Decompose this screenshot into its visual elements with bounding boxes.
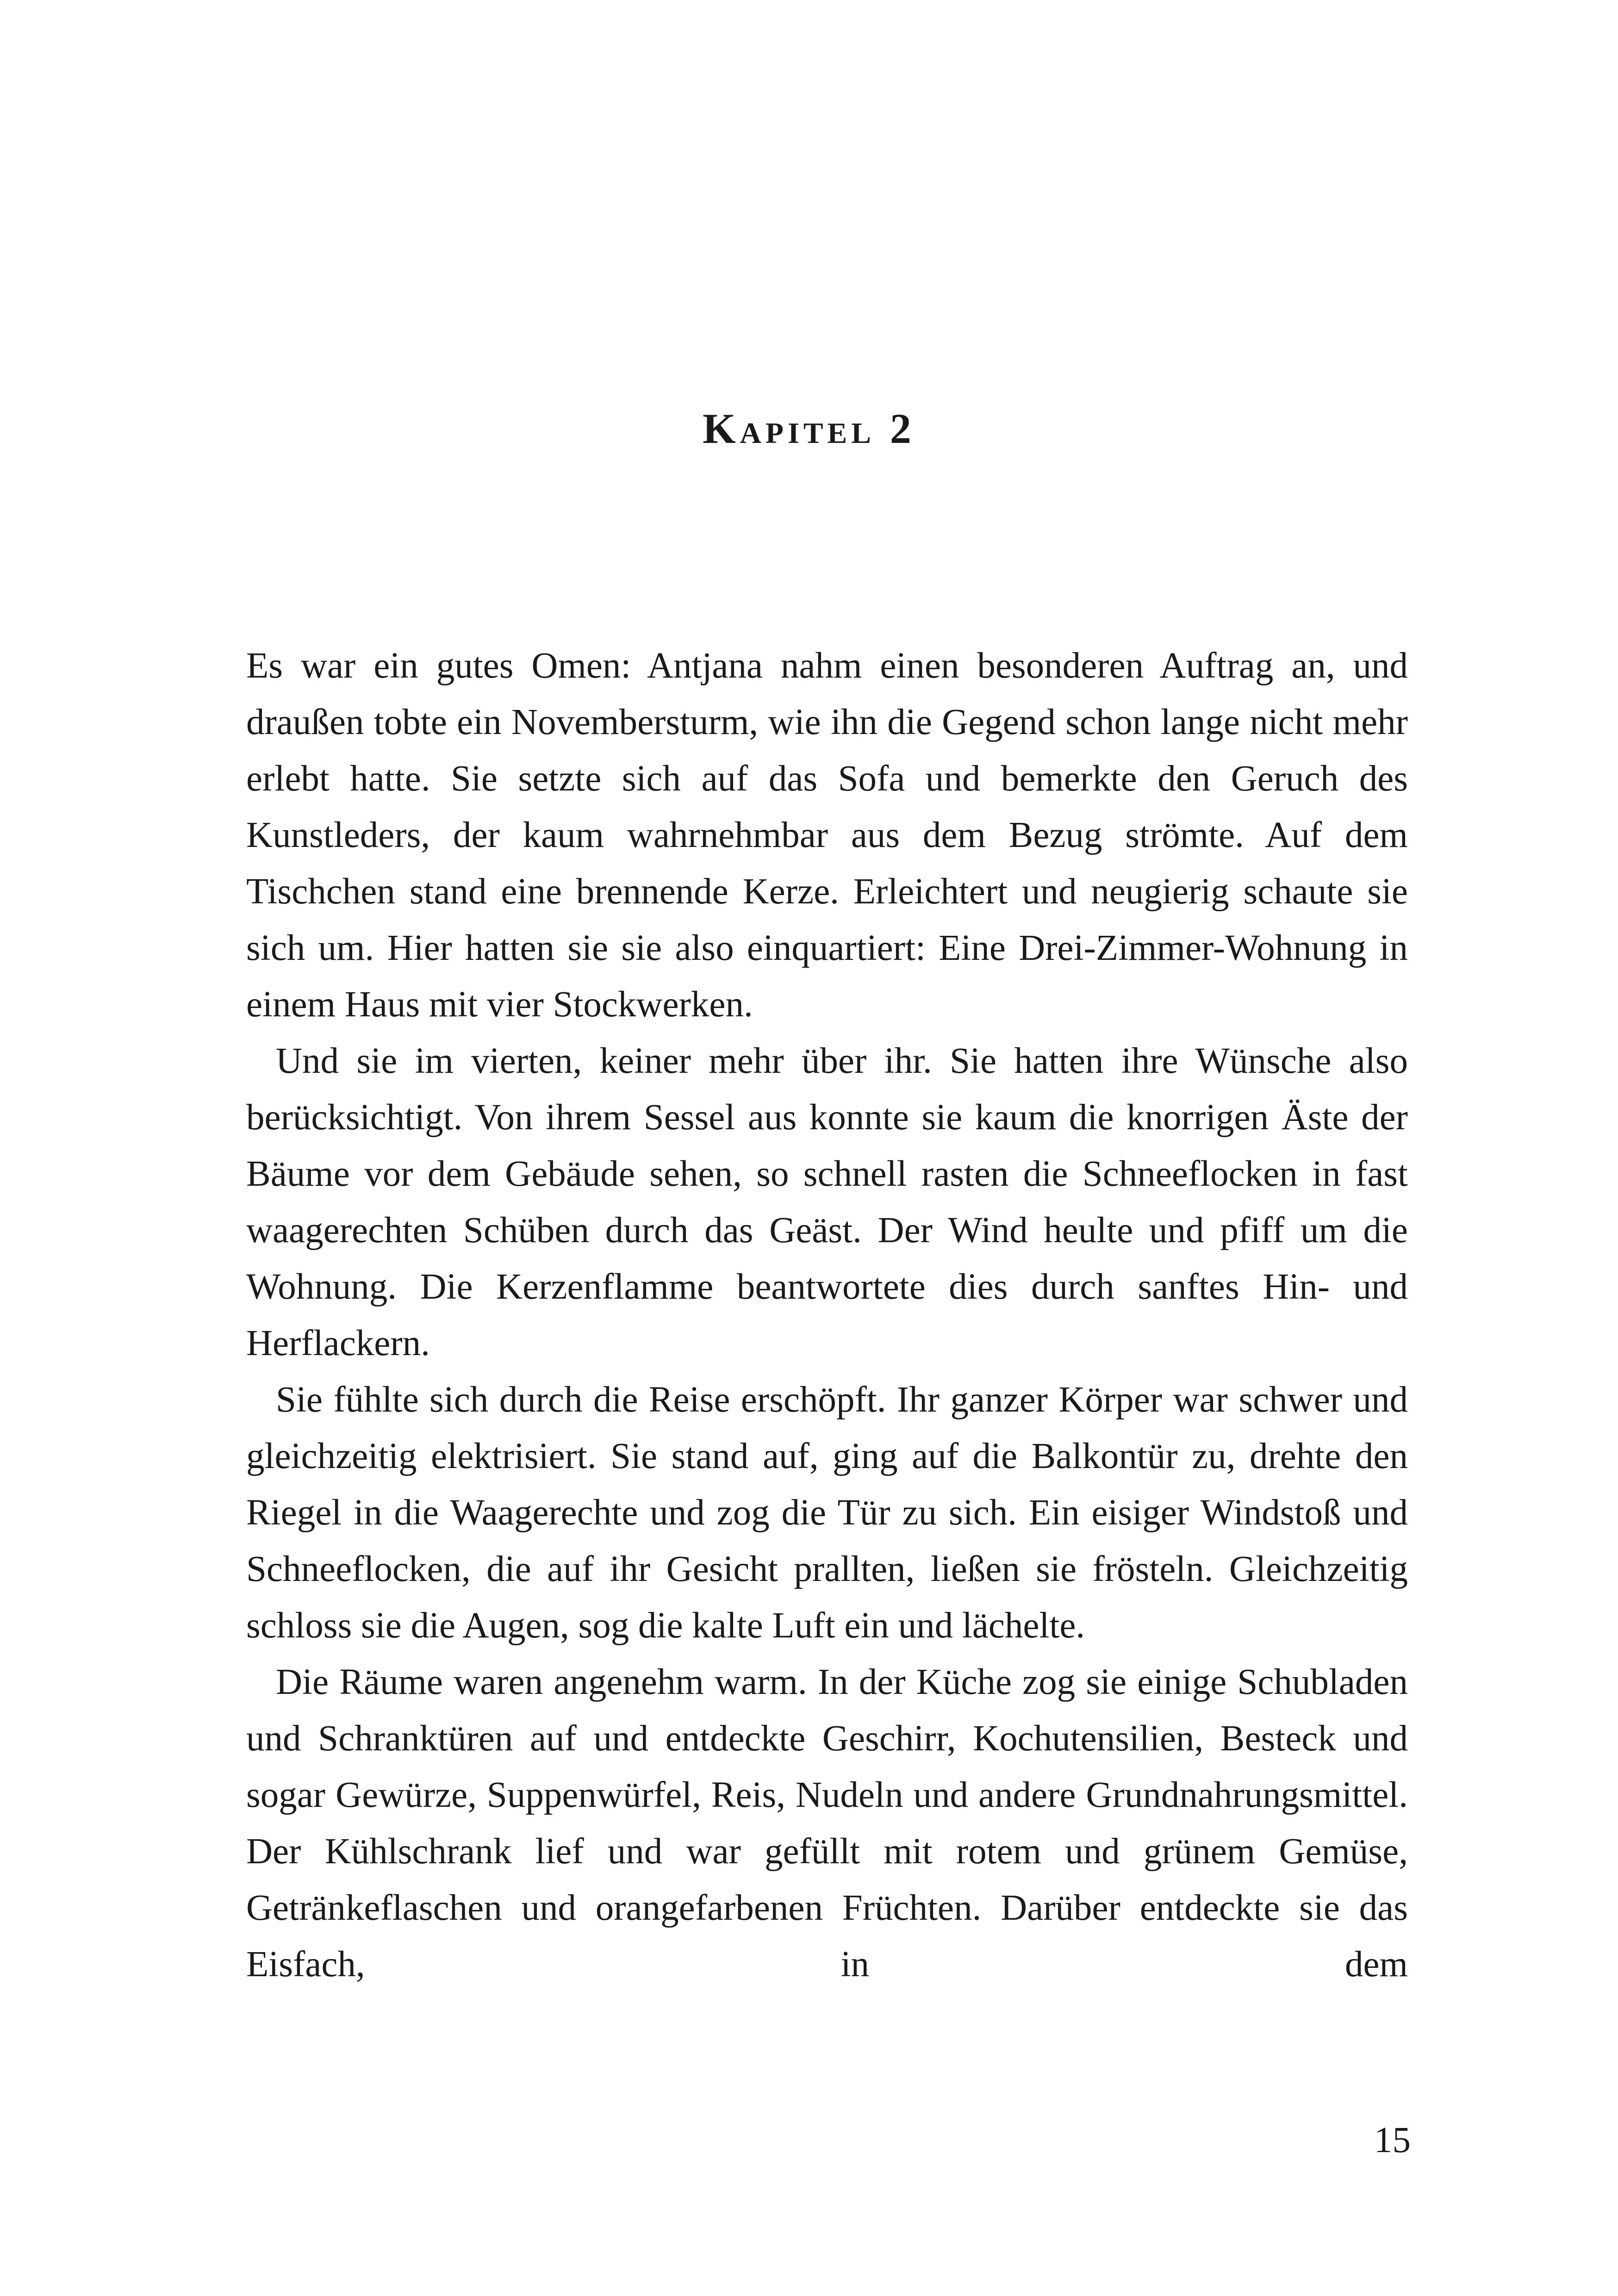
page-number: 15 xyxy=(1374,2120,1411,2160)
body-text xyxy=(246,638,1408,1993)
paragraph-2: Und sie im vierten, keiner mehr über ihr. Sie hatten ihre Wünsche also berücksichtigt. Von ihrem Sessel aus konnte sie kaum die knorrigen Äste der Bäume vor dem Gebäude sehen, so schnell rasten die Schneeflocken in fast waagerechten Schüben durch das Geäst. Der Wind heulte und pfiff um die Wohnung. Die Kerzenflamme beantwortete dies durch sanftes Hin- und Herflackern. xyxy=(246,1041,1408,1363)
paragraph-1: Es war ein gutes Omen: Antjana nahm einen besonderen Auftrag an, und draußen tobte ein Novembersturm, wie ihn die Gegend schon lange nicht mehr erlebt hatte. Sie setzte sich auf das Sofa und bemerkte den Geruch des Kunstleders, der kaum wahrnehmbar aus dem Bezug strömte. Auf dem Tischchen stand eine brennende Kerze. Erleichtert und neugierig schaute sie sich um. Hier hatten sie sie also einquartiert: Eine Drei-Zimmer-Wohnung in einem Haus mit vier Stockwerken. xyxy=(246,646,1408,1025)
paragraph-3: Sie fühlte sich durch die Reise erschöpft. Ihr ganzer Körper war schwer und gleichzeitig elektrisiert. Sie stand auf, ging auf die Balkontür zu, drehte den Riegel in die Waagerechte und zog die Tür zu sich. Ein eisiger Windstoß und Schneeflocken, die auf ihr Gesicht prallten, ließen sie frösteln. Gleichzeitig schloss sie die Augen, sog die kalte Luft ein und lächelte. xyxy=(246,1380,1408,1646)
chapter-title: Kapitel 2 xyxy=(703,405,915,452)
paragraph-4: Die Räume waren angenehm warm. In der Küche zog sie einige Schubladen und Schranktüren auf und entdeckte Geschirr, Kochutensilien, Besteck und sogar Gewürze, Suppenwürfel, Reis, Nudeln und andere Grundnahrungsmittel. Der Kühlschrank lief und war gefüllt mit rotem und grünem Gemüse, Getränkeflaschen und orangefarbenen Früchten. Darüber entdeckte sie das Eisfach, in dem xyxy=(246,1662,1408,1985)
